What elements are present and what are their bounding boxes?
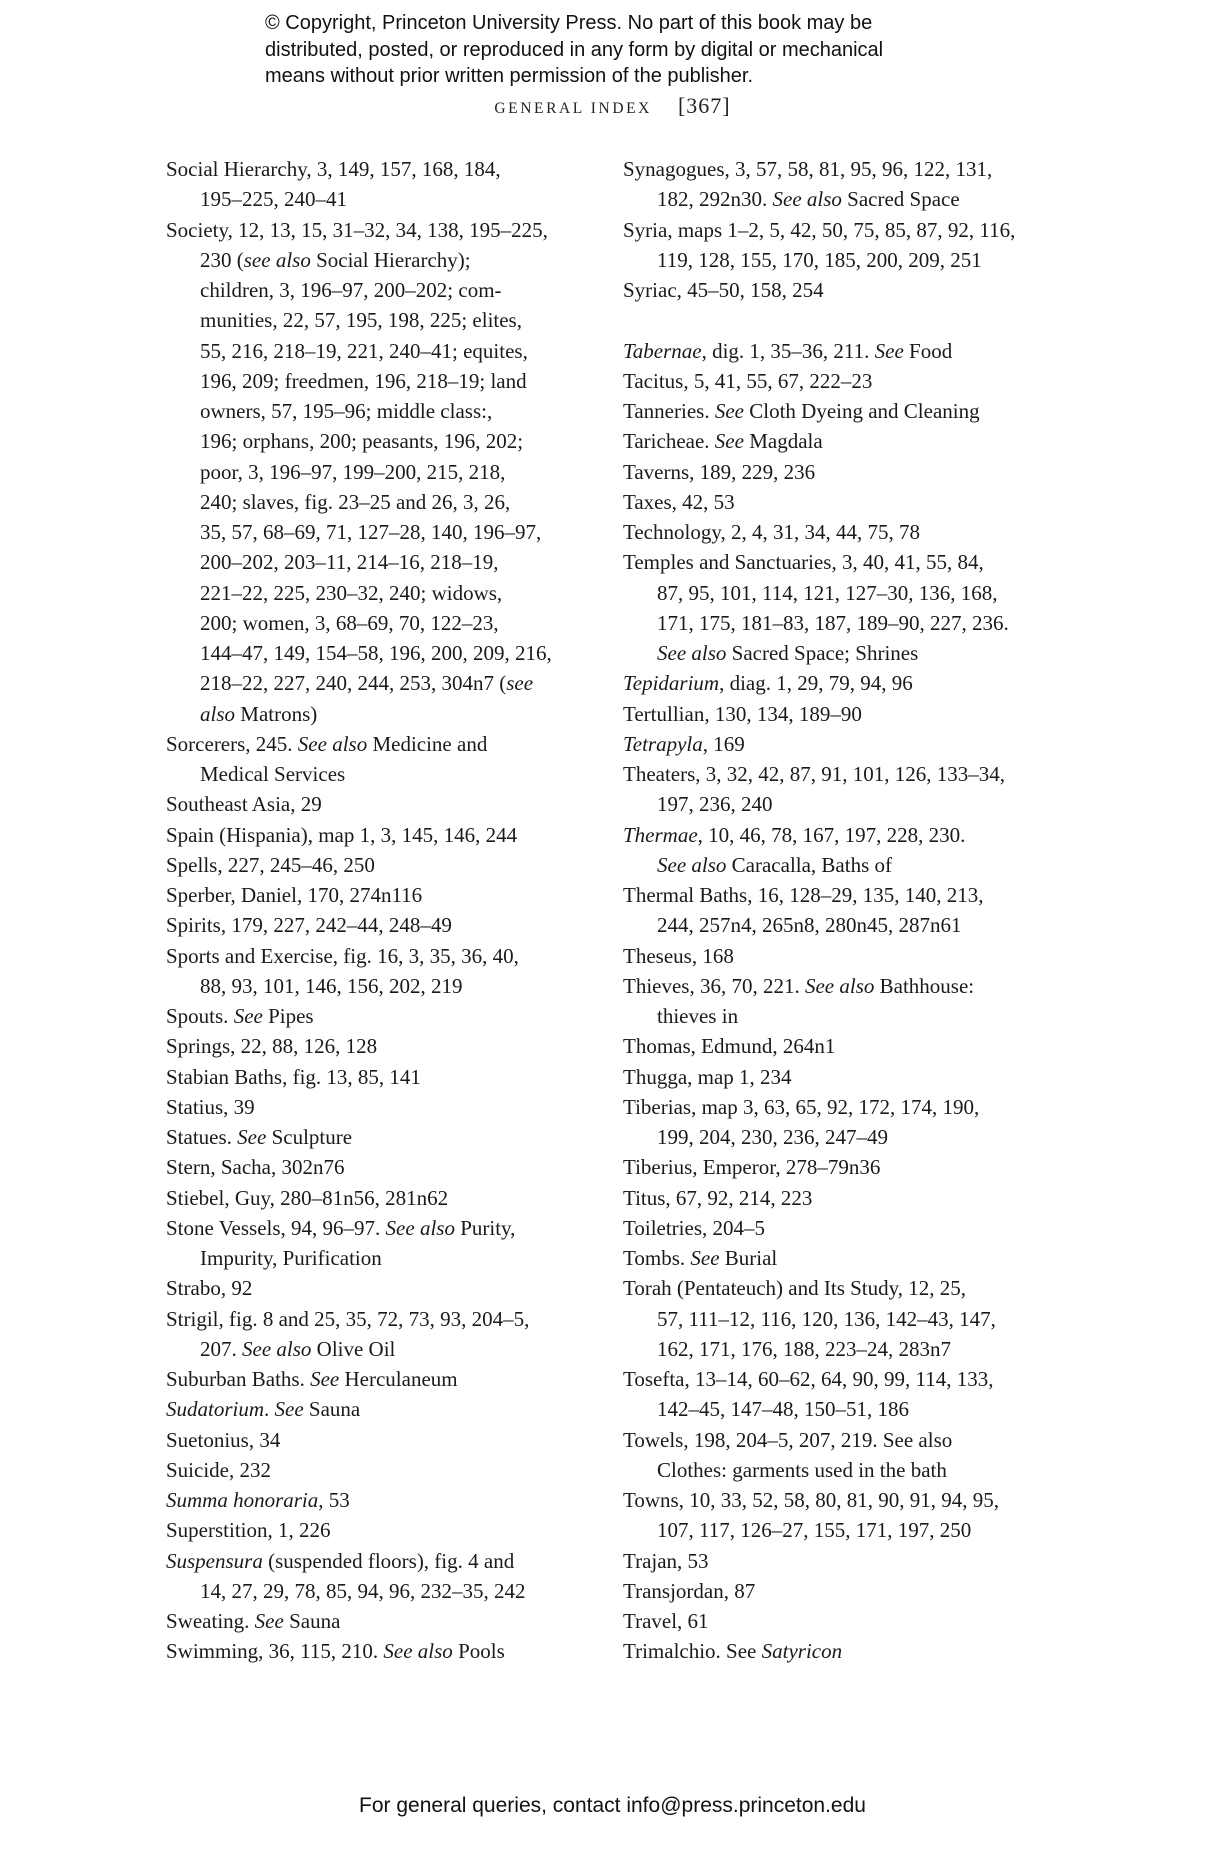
index-entry-line: Trajan, 53 <box>623 1548 709 1573</box>
index-entry-continuation: 35, 57, 68–69, 71, 127–28, 140, 196–97, <box>200 520 542 544</box>
index-entry-line: Towels, 198, 204–5, 207, 219. See also <box>623 1427 953 1452</box>
index-entry-line: Strigil, fig. 8 and 25, 35, 72, 73, 93, 204–5, <box>166 1306 530 1331</box>
index-entry <box>623 336 1048 366</box>
index-entry-line: Taxes, 42, 53 <box>623 489 735 514</box>
index-entry-line: Taverns, 189, 229, 236 <box>623 459 816 484</box>
index-entry-line: Sports and Exercise, fig. 16, 3, 35, 36, 40, <box>166 943 519 968</box>
index-column-left <box>166 154 576 1667</box>
index-entry <box>623 1183 1048 1213</box>
index-entry-line: Suburban Baths. See Herculaneum <box>166 1367 458 1391</box>
copyright-line: distributed, posted, or reproduced in any form by digital or mechanical <box>265 38 884 61</box>
index-entry <box>623 487 1048 517</box>
index-entry <box>166 910 576 940</box>
index-entry <box>166 850 576 880</box>
index-entry <box>623 668 1048 698</box>
index-entry-line: Spain (Hispania), map 1, 3, 145, 146, 244 <box>166 822 518 847</box>
index-entry-line: Spirits, 179, 227, 242–44, 248–49 <box>166 913 452 938</box>
index-entry <box>166 1394 576 1424</box>
index-entry-continuation: 195–225, 240–41 <box>200 187 347 212</box>
index-entry-continuation: See also Sacred Space; Shrines <box>657 641 919 665</box>
index-entry <box>166 1001 576 1031</box>
index-entry-continuation: 221–22, 225, 230–32, 240; widows, <box>200 580 503 605</box>
index-entry-continuation: 197, 236, 240 <box>657 792 773 817</box>
index-entry-line: Tacitus, 5, 41, 55, 67, 222–23 <box>623 368 873 393</box>
index-entry <box>623 1062 1048 1092</box>
index-entry-continuation: 14, 27, 29, 78, 85, 94, 96, 232–35, 242 <box>200 1578 526 1603</box>
index-entry-continuation: 162, 171, 176, 188, 223–24, 283n7 <box>657 1336 951 1361</box>
index-entry <box>166 789 576 819</box>
index-entry <box>166 1425 576 1455</box>
index-entry-line: Suspensura (suspended floors), fig. 4 and <box>166 1548 515 1573</box>
index-entry-continuation: 230 (see also Social Hierarchy); <box>200 247 471 272</box>
index-entry <box>623 1364 1048 1425</box>
index-entry-continuation: owners, 57, 195–96; middle class:, <box>200 399 493 423</box>
index-entry-line: Sweating. See Sauna <box>166 1609 341 1633</box>
index-entry-line: Sorcerers, 245. See also Medicine and <box>166 731 488 756</box>
index-entry <box>166 1273 576 1303</box>
index-entry-continuation: children, 3, 196–97, 200–202; com- <box>200 278 502 302</box>
index-entry <box>623 1152 1048 1182</box>
running-head-title: GENERAL INDEX <box>494 100 652 117</box>
index-entry-continuation: 182, 292n30. See also Sacred Space <box>657 187 960 212</box>
index-entry-continuation: 88, 93, 101, 146, 156, 202, 219 <box>200 973 463 998</box>
index-entry <box>166 1122 576 1152</box>
index-entry-line: Spells, 227, 245–46, 250 <box>166 852 375 877</box>
index-entry <box>623 1092 1048 1153</box>
running-head <box>0 93 1225 119</box>
index-entry-line: Tosefta, 13–14, 60–62, 64, 90, 99, 114, 133, <box>623 1367 994 1391</box>
index-entry-continuation: 119, 128, 155, 170, 185, 200, 209, 251 <box>657 247 982 272</box>
index-entry <box>623 275 1048 305</box>
index-entry <box>623 1425 1048 1486</box>
index-entry-continuation: Impurity, Purification <box>200 1246 382 1270</box>
index-entry-continuation: See also Caracalla, Baths of <box>657 852 893 877</box>
index-entry <box>166 941 576 1002</box>
index-entry-line: Tiberias, map 3, 63, 65, 92, 172, 174, 190, <box>623 1094 980 1119</box>
index-entry <box>623 1243 1048 1273</box>
page-number: [367] <box>677 93 731 118</box>
index-entry <box>623 1636 1048 1666</box>
index-entry <box>623 880 1048 941</box>
index-entry-line: Social Hierarchy, 3, 149, 157, 168, 184, <box>166 157 501 181</box>
index-entry <box>623 941 1048 971</box>
index-entry-line: Titus, 67, 92, 214, 223 <box>623 1185 813 1210</box>
index-entry-line: Stern, Sacha, 302n76 <box>166 1155 345 1180</box>
index-entry-line: Tertullian, 130, 134, 189–90 <box>623 701 862 726</box>
index-entry-line: Tiberius, Emperor, 278–79n36 <box>623 1155 881 1180</box>
index-entry-line: Southeast Asia, 29 <box>166 792 322 817</box>
index-entry-line: Sudatorium. See Sauna <box>166 1397 361 1422</box>
index-entry-continuation: 244, 257n4, 265n8, 280n45, 287n61 <box>657 913 962 938</box>
index-entry <box>623 759 1048 820</box>
index-entry-line: Theaters, 3, 32, 42, 87, 91, 101, 126, 133–34, <box>623 762 1006 786</box>
index-entry-continuation: 240; slaves, fig. 23–25 and 26, 3, 26, <box>200 489 511 514</box>
index-entry <box>623 699 1048 729</box>
index-entry-line: Stabian Baths, fig. 13, 85, 141 <box>166 1064 421 1089</box>
index-entry-continuation: 196; orphans, 200; peasants, 196, 202; <box>200 429 524 454</box>
index-entry-line: Thieves, 36, 70, 221. See also Bathhouse: <box>623 973 975 998</box>
index-entry-line: Synagogues, 3, 57, 58, 81, 95, 96, 122, 131, <box>623 157 993 181</box>
index-entry-line: Syria, maps 1–2, 5, 42, 50, 75, 85, 87, 92, 116, <box>623 217 1016 242</box>
index-entry <box>623 215 1048 276</box>
index-entry <box>166 1031 576 1061</box>
index-column-right <box>623 154 1048 1667</box>
index-entry <box>166 1092 576 1122</box>
index-entry-continuation: 144–47, 149, 154–58, 196, 200, 209, 216, <box>200 641 552 665</box>
index-entry-line: Taricheae. See Magdala <box>623 429 823 454</box>
index-entry <box>166 1183 576 1213</box>
index-entry-line: Superstition, 1, 226 <box>166 1518 331 1543</box>
index-entry <box>623 1546 1048 1576</box>
index-entry-continuation: munities, 22, 57, 195, 198, 225; elites, <box>200 308 522 333</box>
index-entry <box>623 547 1048 668</box>
index-entry-continuation: 57, 111–12, 116, 120, 136, 142–43, 147, <box>657 1306 996 1331</box>
index-entry-line: Thermae, 10, 46, 78, 167, 197, 228, 230. <box>623 822 966 847</box>
index-entry <box>623 820 1048 881</box>
index-entry-continuation: Medical Services <box>200 762 346 786</box>
index-entry-line: Springs, 22, 88, 126, 128 <box>166 1034 378 1059</box>
copyright-notice <box>265 10 1025 90</box>
index-entry-line: Travel, 61 <box>623 1609 709 1633</box>
index-entry-line: Torah (Pentateuch) and Its Study, 12, 25, <box>623 1276 967 1301</box>
index-entry-continuation: 200; women, 3, 68–69, 70, 122–23, <box>200 610 499 635</box>
copyright-line: © Copyright, Princeton University Press. No part of this book may be <box>265 12 873 34</box>
index-entry <box>166 1606 576 1636</box>
index-entry <box>623 1485 1048 1546</box>
index-entry <box>623 971 1048 1032</box>
index-entry-line: Spouts. See Pipes <box>166 1004 314 1028</box>
index-entry <box>166 1304 576 1365</box>
index-entry <box>166 729 576 790</box>
index-entry-continuation: 171, 175, 181–83, 187, 189–90, 227, 236. <box>657 610 1009 635</box>
index-entry <box>623 396 1048 426</box>
index-entry-continuation: Clothes: garments used in the bath <box>657 1457 947 1482</box>
index-entry-line: Suicide, 232 <box>166 1457 271 1482</box>
index-entry-line: Sperber, Daniel, 170, 274n116 <box>166 883 423 907</box>
copyright-line: means without prior written permission of the publisher. <box>265 65 754 87</box>
index-entry-line: Trimalchio. See Satyricon <box>623 1639 843 1664</box>
index-entry <box>623 1213 1048 1243</box>
index-entry-continuation: 87, 95, 101, 114, 121, 127–30, 136, 168, <box>657 580 998 605</box>
index-entry <box>166 1485 576 1515</box>
index-entry <box>166 1062 576 1092</box>
index-entry <box>166 880 576 910</box>
index-entry <box>623 1273 1048 1364</box>
index-entry <box>166 215 576 729</box>
index-entry-line: Society, 12, 13, 15, 31–32, 34, 138, 195–225, <box>166 217 548 242</box>
index-entry <box>623 154 1048 215</box>
letter-group-spacer <box>623 305 1048 335</box>
index-entry-line: Syriac, 45–50, 158, 254 <box>623 278 824 302</box>
index-entry-line: Toiletries, 204–5 <box>623 1215 766 1240</box>
index-entry-line: Technology, 2, 4, 31, 34, 44, 75, 78 <box>623 520 920 544</box>
index-entry <box>166 1546 576 1607</box>
index-entry-line: Swimming, 36, 115, 210. See also Pools <box>166 1639 505 1664</box>
index-entry-line: Thomas, Edmund, 264n1 <box>623 1034 836 1059</box>
index-entry-line: Statius, 39 <box>166 1094 255 1119</box>
index-entry-line: Thermal Baths, 16, 128–29, 135, 140, 213, <box>623 883 984 907</box>
index-entry-line: Statues. See Sculpture <box>166 1125 353 1149</box>
index-entry <box>623 729 1048 759</box>
index-entry-continuation: poor, 3, 196–97, 199–200, 215, 218, <box>200 459 506 484</box>
index-entry-line: Stone Vessels, 94, 96–97. See also Purity, <box>166 1215 516 1240</box>
index-entry-line: Tanneries. See Cloth Dyeing and Cleaning <box>623 399 980 423</box>
index-entry-continuation: also Matrons) <box>200 701 318 726</box>
index-entry <box>166 1152 576 1182</box>
index-entry-line: Tabernae, dig. 1, 35–36, 211. See Food <box>623 338 953 363</box>
index-entry-line: Suetonius, 34 <box>166 1427 281 1452</box>
index-entry-continuation: 55, 216, 218–19, 221, 240–41; equites, <box>200 338 528 363</box>
index-entry <box>166 154 576 215</box>
index-entry-line: Towns, 10, 33, 52, 58, 80, 81, 90, 91, 94, 95, <box>623 1488 999 1512</box>
index-entry <box>623 1576 1048 1606</box>
index-entry <box>623 457 1048 487</box>
index-entry <box>166 1213 576 1274</box>
index-entry-line: Tepidarium, diag. 1, 29, 79, 94, 96 <box>623 671 913 696</box>
index-entry-continuation: 207. See also Olive Oil <box>200 1336 396 1361</box>
index-entry-continuation: 196, 209; freedmen, 196, 218–19; land <box>200 368 527 393</box>
index-entry <box>623 426 1048 456</box>
index-entry-line: Tetrapyla, 169 <box>623 731 745 756</box>
index-entry-continuation: 218–22, 227, 240, 244, 253, 304n7 (see <box>200 671 534 696</box>
index-entry-continuation: 199, 204, 230, 236, 247–49 <box>657 1125 888 1149</box>
index-entry-line: Theseus, 168 <box>623 943 734 968</box>
index-entry <box>166 1455 576 1485</box>
index-entry-continuation: 142–45, 147–48, 150–51, 186 <box>657 1397 909 1422</box>
index-entry-continuation: thieves in <box>657 1004 739 1028</box>
footer-contact: For general queries, contact info@press.princeton.edu <box>359 1794 866 1817</box>
index-entry <box>166 1636 576 1666</box>
index-entry-line: Stiebel, Guy, 280–81n56, 281n62 <box>166 1185 449 1210</box>
index-entry <box>166 1515 576 1545</box>
index-entry <box>623 517 1048 547</box>
index-entry <box>623 1606 1048 1636</box>
index-entry-line: Summa honoraria, 53 <box>166 1488 350 1512</box>
index-entry <box>623 1031 1048 1061</box>
index-entry <box>166 1364 576 1394</box>
index-entry-line: Tombs. See Burial <box>623 1246 778 1270</box>
index-entry-continuation: 107, 117, 126–27, 155, 171, 197, 250 <box>657 1518 972 1543</box>
index-entry-line: Thugga, map 1, 234 <box>623 1064 792 1089</box>
index-entry-line: Transjordan, 87 <box>623 1578 756 1603</box>
index-entry-line: Temples and Sanctuaries, 3, 40, 41, 55, 84, <box>623 550 984 575</box>
index-entry-continuation: 200–202, 203–11, 214–16, 218–19, <box>200 550 499 575</box>
index-entry <box>166 820 576 850</box>
index-entry <box>623 366 1048 396</box>
index-entry-line: Strabo, 92 <box>166 1276 253 1301</box>
